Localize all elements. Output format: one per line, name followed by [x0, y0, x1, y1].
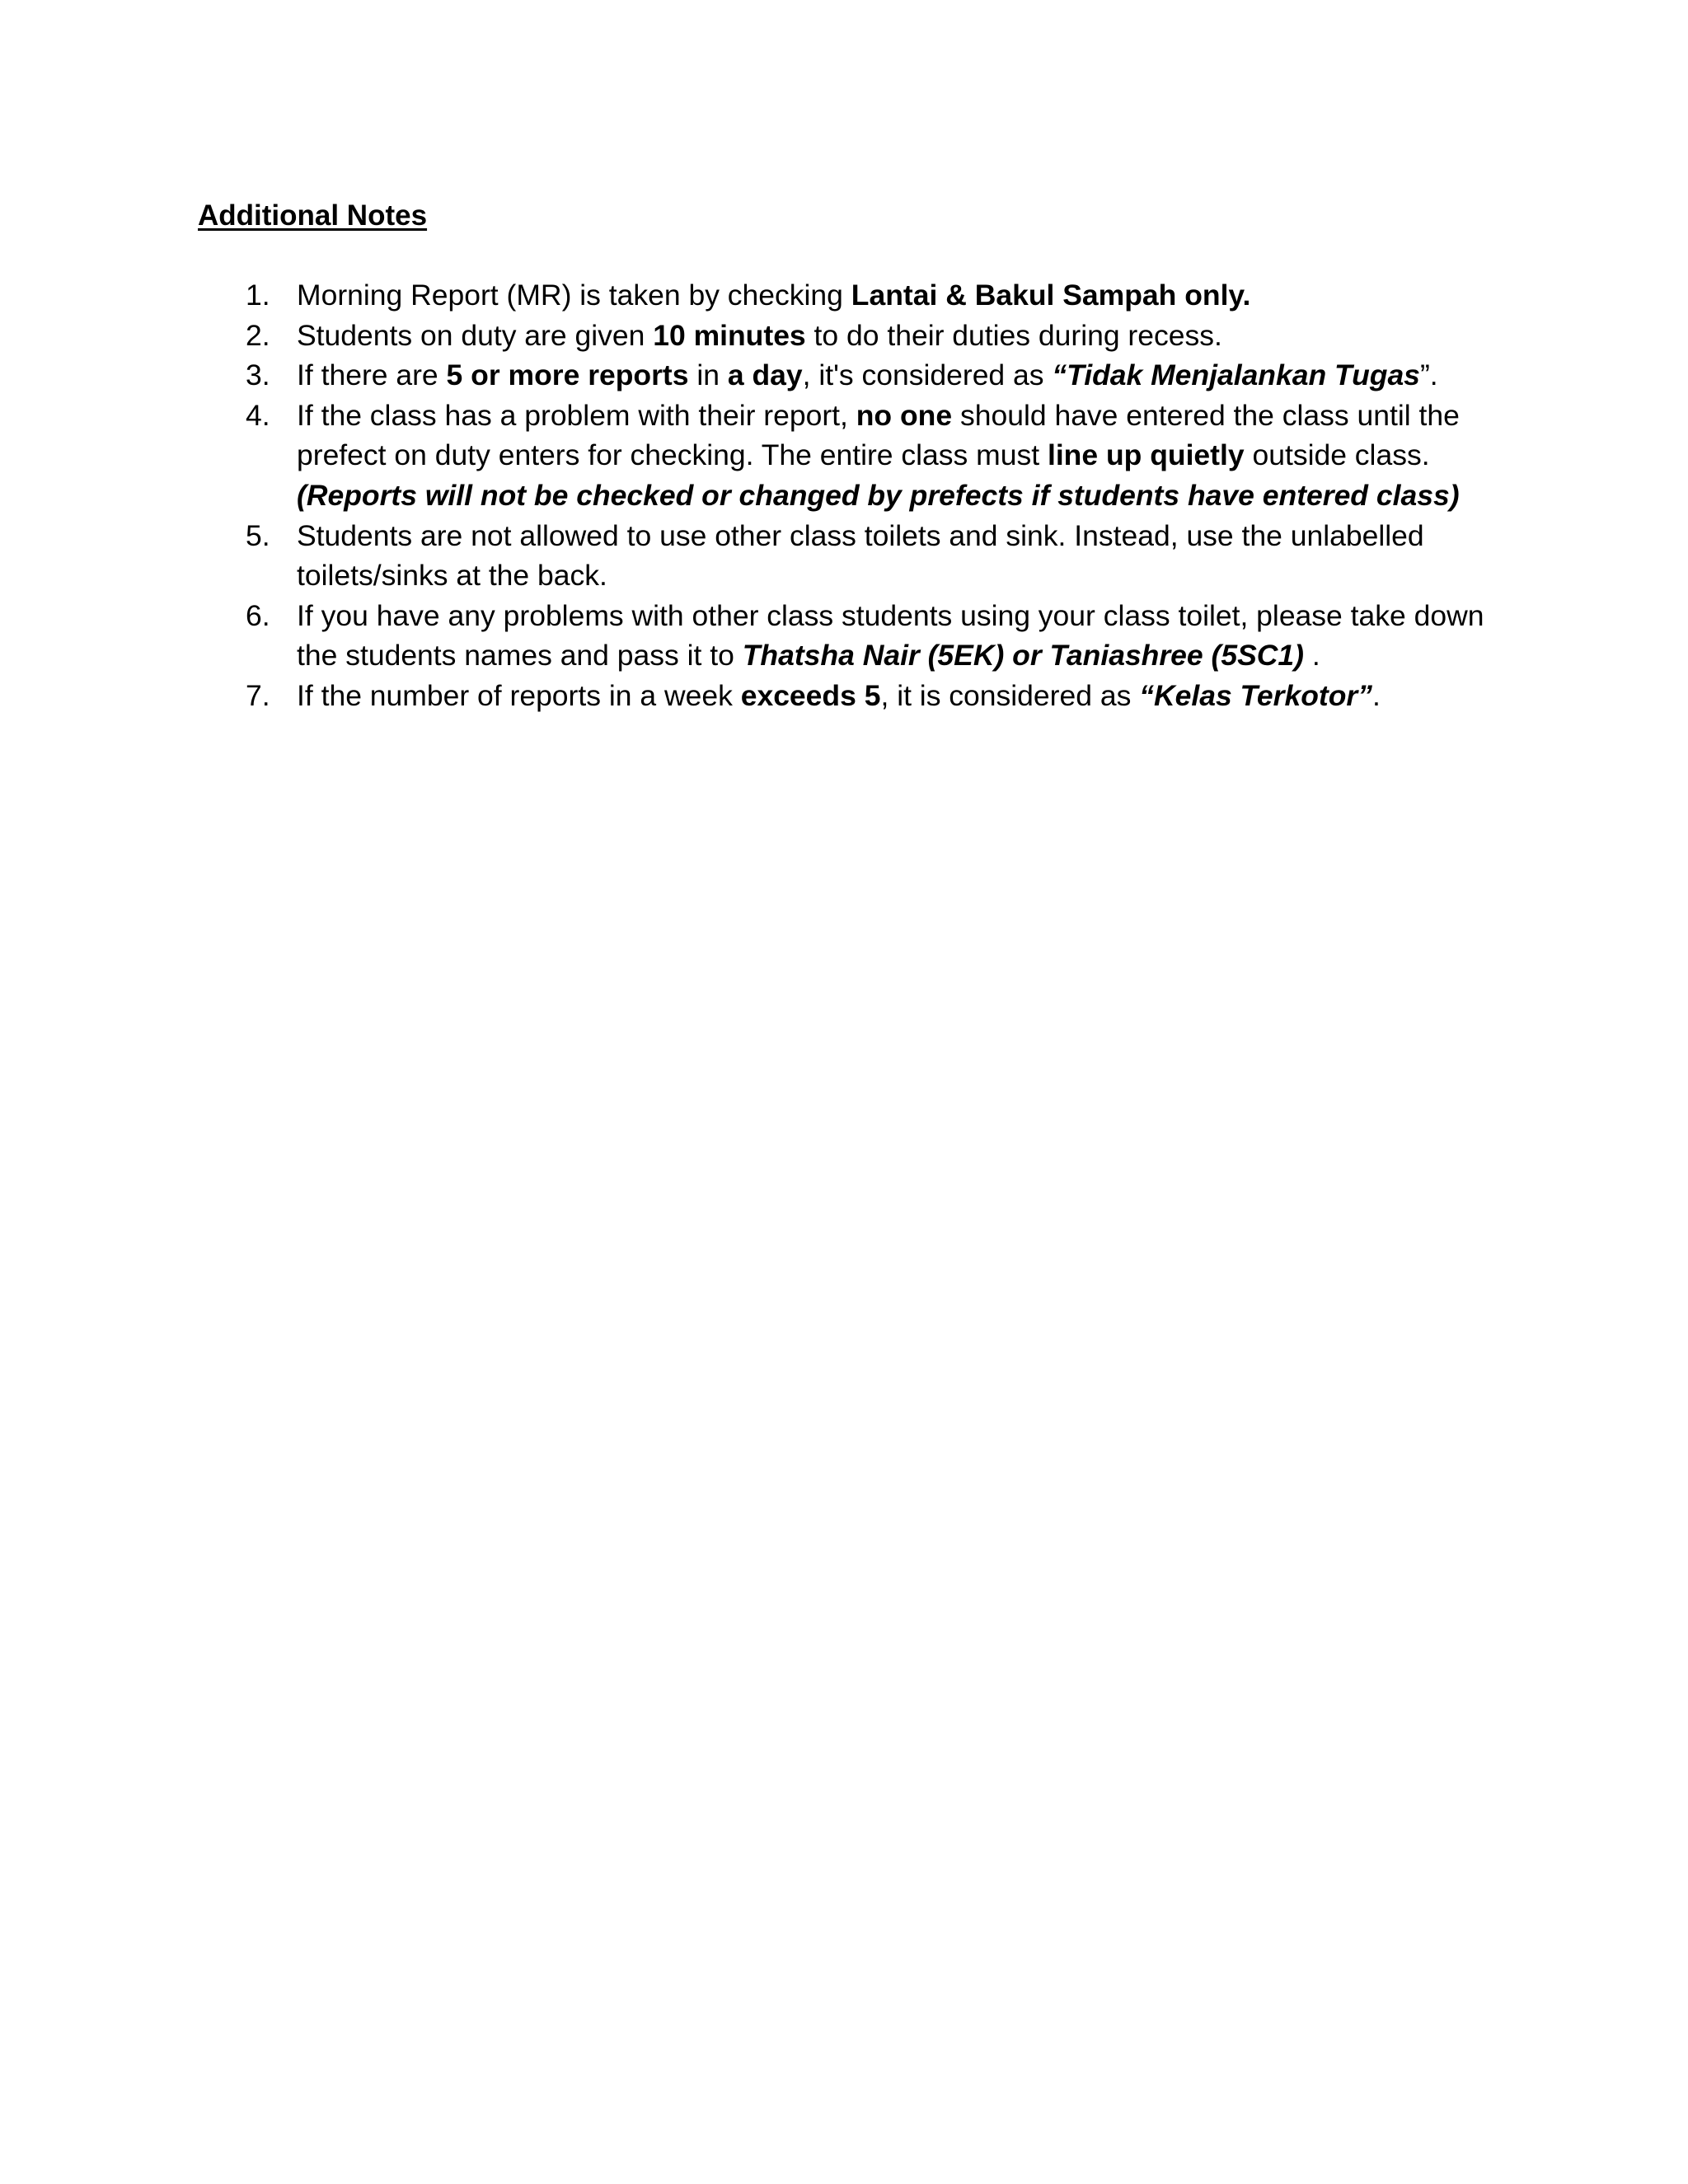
note-text: outside class.	[1244, 438, 1430, 472]
note-text: , it's considered as	[802, 359, 1053, 392]
note-number: 3.	[246, 359, 270, 392]
note-text: in	[688, 359, 728, 392]
note-text: Students on duty are given	[297, 318, 654, 352]
note-text: If there are	[297, 359, 447, 392]
note-item-1	[198, 275, 1500, 316]
note-text: .	[1372, 678, 1381, 712]
note-number: 7.	[246, 678, 270, 712]
note-number: 2.	[246, 318, 270, 352]
note-item-3	[198, 355, 1500, 396]
note-text: If the number of reports in a week	[297, 678, 741, 712]
note-emphasis: Lantai & Bakul Sampah only.	[851, 279, 1251, 312]
note-text: Morning Report (MR) is taken by checking	[297, 279, 851, 312]
note-number: 4.	[246, 398, 270, 432]
note-emphasis: 10 minutes	[653, 318, 806, 352]
section-heading: Additional Notes	[198, 199, 428, 232]
note-number: 6.	[246, 598, 270, 632]
note-item-7	[198, 676, 1500, 716]
note-text: to do their duties during recess.	[805, 318, 1222, 352]
note-text: , it is considered as	[880, 678, 1140, 712]
note-emphasis: no one	[856, 398, 953, 432]
note-emphasis: 5 or more reports	[446, 359, 689, 392]
note-text: Students are not allowed to use other class toilets and sink. Instead, use the unlabelled toilets/sinks at the back.	[297, 518, 1424, 593]
note-item-6	[198, 596, 1500, 676]
notes-list	[198, 275, 1500, 716]
note-paragraph	[297, 396, 1500, 476]
note-text: .	[1303, 639, 1320, 673]
note-number: 5.	[246, 518, 270, 552]
note-emphasis: exceeds 5	[740, 678, 881, 712]
note-emphasis: line up quietly	[1047, 438, 1245, 472]
note-emphasis: a day	[727, 359, 803, 392]
note-number: 1.	[246, 279, 270, 312]
note-text: should have entered the class until the prefect on duty enters for checking. The entire class must	[297, 398, 1460, 472]
note-quote: “Kelas Terkotor”	[1139, 678, 1372, 712]
note-text: ”.	[1419, 359, 1438, 392]
note-item-4	[198, 396, 1500, 516]
note-item-5	[198, 516, 1500, 596]
note-contacts: Thatsha Nair (5EK) or Taniashree (5SC1)	[742, 639, 1304, 673]
note-text: If the class has a problem with their report,	[297, 398, 856, 432]
note-quote: “Tidak Menjalankan Tugas	[1052, 359, 1420, 392]
note-text: If you have any problems with other class students using your class toilet, please take down the students names and pass it to	[297, 598, 1484, 673]
note-caveat: (Reports will not be checked or changed by prefects if students have entered class)	[297, 478, 1460, 512]
note-item-2	[198, 316, 1500, 356]
